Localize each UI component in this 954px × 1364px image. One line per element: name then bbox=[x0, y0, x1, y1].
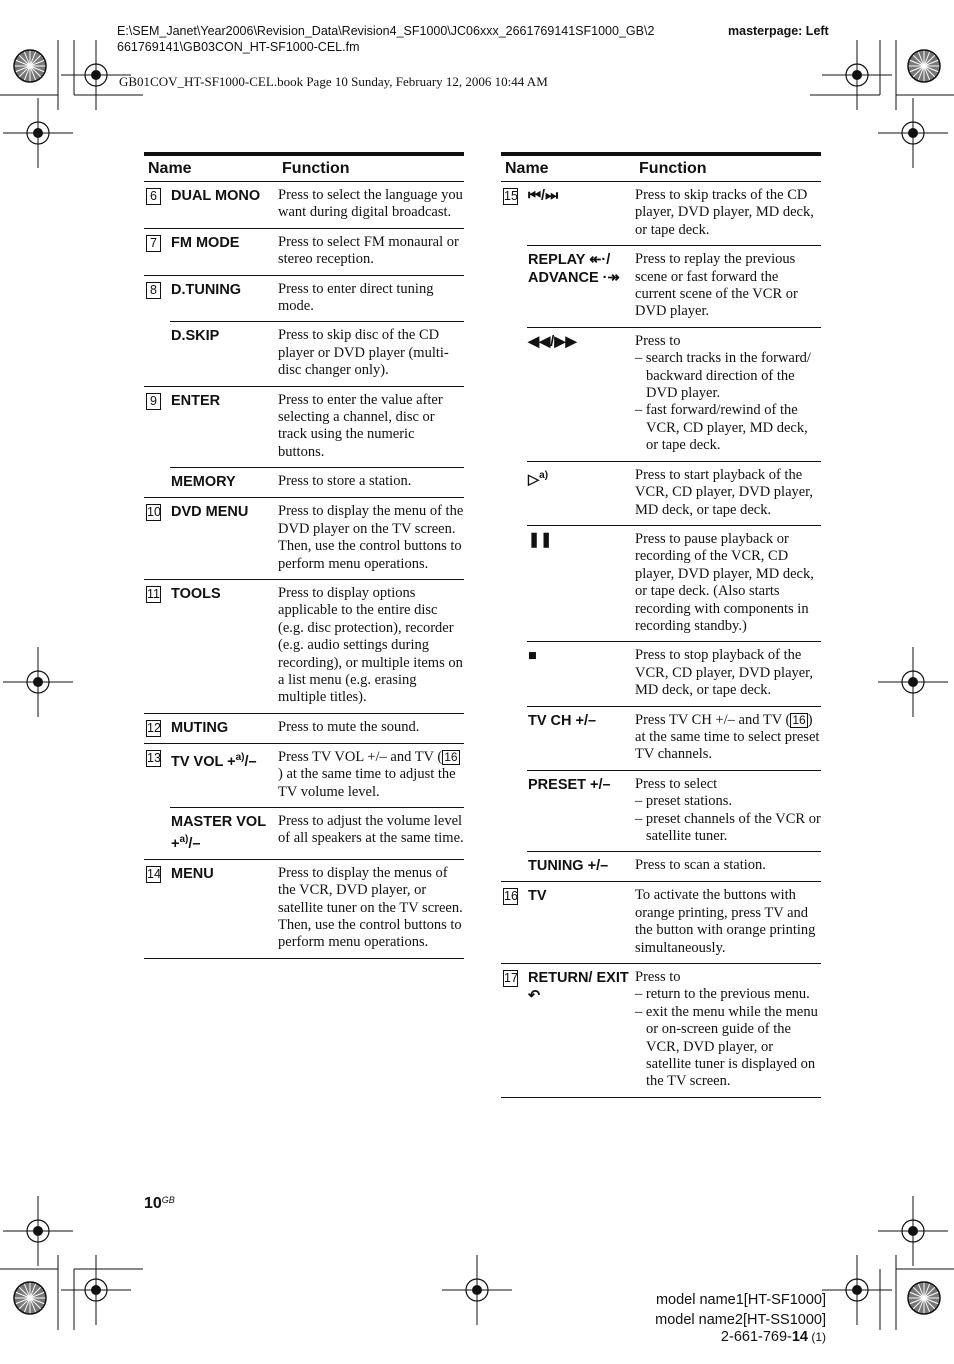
function-text: Press to display the menus of the VCR, DVD player, or satellite tuner on the TV screen. Then, use the control buttons to perform menu operations. bbox=[278, 864, 463, 951]
button-name bbox=[170, 275, 278, 322]
row-number-box: 13 bbox=[147, 750, 161, 765]
button-name bbox=[170, 386, 278, 468]
function-text: Press to select the language you want during digital broadcast. bbox=[278, 187, 463, 221]
footnote-marker: a) bbox=[235, 751, 245, 763]
button-name bbox=[170, 228, 278, 275]
function-description bbox=[278, 579, 464, 713]
button-name-text: ❚❚ bbox=[528, 531, 553, 548]
table-row bbox=[501, 882, 821, 964]
reference-box: 16 bbox=[792, 712, 806, 727]
button-name bbox=[170, 579, 278, 713]
function-text: Press to bbox=[635, 332, 681, 349]
button-name-text: ▷ bbox=[528, 471, 540, 488]
function-text: Press to select FM monaural or stereo reception. bbox=[278, 233, 459, 268]
function-text: Press to skip disc of the CD player or DVD player (multi-disc changer only). bbox=[278, 327, 449, 379]
row-number-cell bbox=[144, 579, 170, 713]
column-header-function: Function bbox=[635, 154, 821, 182]
row-number-box: 11 bbox=[147, 586, 160, 601]
function-text bbox=[278, 749, 464, 801]
function-bullet: – preset stations. bbox=[635, 793, 733, 810]
part-number: 2-661-769-14 (1) bbox=[720, 1329, 826, 1345]
row-number-cell bbox=[144, 182, 170, 229]
button-name-text: TV VOL + bbox=[171, 753, 236, 770]
function-bullet: – exit the menu while the menu or on-screen guide of the VCR, DVD player, or satellite tuner is displayed on the TV screen. bbox=[635, 1003, 818, 1090]
row-number-cell bbox=[144, 807, 170, 859]
reference-box: 16 bbox=[444, 749, 458, 764]
row-number-cell bbox=[501, 525, 527, 641]
column-header-function: Function bbox=[278, 154, 464, 182]
page-number bbox=[144, 1195, 175, 1213]
function-description bbox=[635, 642, 821, 706]
table-row bbox=[144, 807, 464, 859]
button-name-text: DUAL MONO bbox=[171, 188, 261, 204]
table-row bbox=[501, 642, 821, 706]
function-text-part: Press TV VOL +/– and TV ( bbox=[278, 748, 443, 765]
right-function-table bbox=[501, 152, 821, 1098]
button-name-text: MASTER VOL + bbox=[171, 813, 266, 852]
button-name bbox=[170, 713, 278, 743]
function-text: Press to store a station. bbox=[278, 473, 412, 490]
column-header-name: Name bbox=[144, 154, 278, 182]
row-number-cell bbox=[144, 228, 170, 275]
row-number-box: 14 bbox=[147, 866, 161, 881]
function-bullet: – fast forward/rewind of the VCR, CD player, MD deck, or tape deck. bbox=[635, 402, 808, 454]
function-description bbox=[635, 852, 821, 882]
button-name bbox=[170, 498, 278, 580]
row-number-box: 7 bbox=[146, 235, 161, 252]
function-text: Press to display options applicable to the entire disc (e.g. disc protection), recorder (e.g. audio settings during recording), or multiple items on a list menu (e.g. erasing multiple titles). bbox=[278, 584, 463, 706]
row-number-box: 6 bbox=[146, 188, 161, 205]
table-row bbox=[144, 579, 464, 713]
button-name bbox=[527, 852, 635, 882]
function-description bbox=[635, 770, 821, 852]
function-text: Press to display the menu of the DVD player on the TV screen. Then, use the control buttons to perform menu operations. bbox=[278, 503, 464, 572]
button-name-text: TUNING +/– bbox=[528, 858, 609, 875]
button-name bbox=[527, 246, 635, 328]
table-row bbox=[501, 182, 821, 246]
table-row bbox=[144, 386, 464, 468]
row-number-cell bbox=[144, 468, 170, 498]
button-name-text: ⏮/⏭ bbox=[528, 188, 559, 204]
model-name-1: model name1[HT-SF1000] bbox=[655, 1292, 826, 1308]
function-text: Press to skip tracks of the CD player, DVD player, MD deck, or tape deck. bbox=[635, 187, 814, 238]
page-number-value: 10 bbox=[144, 1195, 162, 1212]
function-description bbox=[635, 882, 821, 964]
function-description bbox=[278, 743, 464, 807]
button-name-text: TV bbox=[528, 888, 547, 905]
button-name-text: ■ bbox=[528, 648, 537, 665]
function-text: Press to select bbox=[635, 775, 718, 792]
function-description bbox=[635, 182, 821, 246]
table-row bbox=[144, 743, 464, 807]
button-name-text: REPLAY ↞·/ ADVANCE ·↠ bbox=[528, 252, 620, 287]
button-name-text: DVD MENU bbox=[171, 504, 249, 521]
table-row bbox=[144, 275, 464, 322]
table-row bbox=[501, 964, 821, 1098]
function-description bbox=[635, 327, 821, 461]
row-number-cell bbox=[144, 859, 170, 958]
footnote-marker: a) bbox=[539, 469, 549, 481]
button-name-text: D.SKIP bbox=[171, 328, 220, 345]
button-name bbox=[527, 770, 635, 852]
function-description bbox=[635, 964, 821, 1098]
button-name bbox=[170, 468, 278, 498]
button-name bbox=[170, 743, 278, 807]
row-number-cell bbox=[144, 498, 170, 580]
button-name bbox=[527, 642, 635, 706]
button-name-text: FM MODE bbox=[171, 234, 240, 251]
row-number-box: 12 bbox=[147, 720, 161, 735]
function-text-part: ) at the same time to select preset TV channels. bbox=[635, 711, 820, 763]
function-description bbox=[278, 859, 464, 958]
button-name bbox=[527, 525, 635, 641]
row-number-cell bbox=[501, 706, 527, 770]
table-row bbox=[144, 859, 464, 958]
row-number-cell bbox=[501, 246, 527, 328]
function-description bbox=[635, 525, 821, 641]
table-row bbox=[144, 228, 464, 275]
function-text: Press to stop playback of the VCR, CD player, DVD player, MD deck, or tape deck. bbox=[635, 647, 814, 699]
function-bullet: – search tracks in the forward/ backward direction of the DVD player. bbox=[635, 350, 811, 402]
function-description bbox=[635, 246, 821, 328]
button-name-text: ENTER bbox=[171, 392, 221, 409]
row-number-cell bbox=[144, 275, 170, 322]
function-description bbox=[635, 706, 821, 770]
row-number-cell bbox=[144, 386, 170, 468]
button-name bbox=[170, 859, 278, 958]
file-path-line2: 661769141\GB03CON_HT-SF1000-CEL.fm bbox=[117, 40, 360, 54]
button-name-text: MEMORY bbox=[171, 474, 236, 491]
table-row bbox=[501, 327, 821, 461]
button-name-text: MENU bbox=[171, 865, 214, 882]
button-name bbox=[527, 182, 635, 246]
function-text: Press to adjust the volume level of all speakers at the same time. bbox=[278, 812, 464, 847]
row-number-cell bbox=[144, 322, 170, 386]
table-row bbox=[144, 322, 464, 386]
row-number-cell bbox=[501, 327, 527, 461]
function-bullet: – return to the previous menu. bbox=[635, 986, 810, 1003]
function-text-part: ) at the same time to adjust the TV volume level. bbox=[278, 766, 456, 800]
row-number-box: 9 bbox=[146, 393, 161, 410]
row-number-cell bbox=[501, 770, 527, 852]
function-text: Press to pause playback or recording of the VCR, CD player, DVD player, MD deck, or tape deck. (Also starts recording with components in recording standby.) bbox=[635, 530, 814, 634]
function-description bbox=[278, 182, 464, 229]
row-number-box: 15 bbox=[504, 189, 518, 203]
function-text: To activate the buttons with orange printing, press TV and the button with orange printing simultaneously. bbox=[635, 887, 816, 956]
table-row bbox=[501, 246, 821, 328]
row-number-cell bbox=[501, 642, 527, 706]
row-number-box: 16 bbox=[504, 889, 518, 904]
function-text: Press to enter direct tuning mode. bbox=[278, 280, 434, 315]
function-description bbox=[278, 468, 464, 498]
button-name bbox=[527, 964, 635, 1098]
footnote-marker: a) bbox=[179, 833, 189, 845]
function-description bbox=[635, 461, 821, 525]
book-line: GB01COV_HT-SF1000-CEL.book Page 10 Sunday, February 12, 2006 10:44 AM bbox=[119, 74, 548, 89]
function-description bbox=[278, 713, 464, 743]
row-number-cell bbox=[144, 743, 170, 807]
page-number-suffix: GB bbox=[161, 1195, 175, 1205]
row-number-cell bbox=[501, 964, 527, 1098]
table-row bbox=[501, 461, 821, 525]
button-name bbox=[170, 322, 278, 386]
button-name bbox=[527, 327, 635, 461]
function-text: Press to start playback of the VCR, CD player, DVD player, MD deck, or tape deck. bbox=[635, 466, 814, 518]
button-name-text: ◀◀/▶▶ bbox=[528, 333, 577, 350]
row-number-cell bbox=[501, 461, 527, 525]
row-number-box: 8 bbox=[146, 282, 161, 299]
function-description bbox=[278, 498, 464, 580]
function-description bbox=[278, 228, 464, 275]
table-row bbox=[501, 525, 821, 641]
model-name-2: model name2[HT-SS1000] bbox=[655, 1312, 826, 1328]
button-name-tail: /– bbox=[188, 835, 201, 852]
function-description bbox=[278, 386, 464, 468]
function-text: Press to replay the previous scene or fast forward the current scene of the VCR or DVD player. bbox=[635, 251, 798, 320]
footer-models bbox=[655, 1290, 826, 1344]
button-name bbox=[527, 706, 635, 770]
function-bullet: – preset channels of the VCR or satellite tuner. bbox=[635, 810, 821, 844]
table-row bbox=[144, 713, 464, 743]
function-text: Press to scan a station. bbox=[635, 857, 766, 874]
function-text: Press to enter the value after selecting a channel, disc or track using the numeric buttons. bbox=[278, 391, 443, 460]
button-name-text: D.TUNING bbox=[171, 281, 242, 298]
function-text: Press to bbox=[635, 969, 681, 986]
file-path bbox=[117, 23, 717, 55]
function-description bbox=[278, 322, 464, 386]
button-name bbox=[170, 182, 278, 229]
function-text bbox=[635, 712, 821, 764]
function-text-part: Press TV CH +/– and TV ( bbox=[635, 711, 791, 728]
row-number-cell bbox=[501, 182, 527, 246]
button-name bbox=[170, 807, 278, 859]
button-name-text: RETURN/ EXIT ↶ bbox=[528, 970, 629, 1005]
button-name-tail: /– bbox=[244, 753, 257, 770]
left-function-table bbox=[144, 152, 464, 959]
row-number-cell bbox=[501, 882, 527, 964]
row-number-box: 10 bbox=[147, 505, 161, 520]
button-name bbox=[527, 461, 635, 525]
table-row bbox=[501, 852, 821, 882]
button-name-text: TV CH +/– bbox=[528, 712, 597, 729]
button-name-text: PRESET +/– bbox=[528, 776, 611, 793]
row-number-box: 17 bbox=[504, 971, 518, 986]
row-number-cell bbox=[144, 713, 170, 743]
function-description bbox=[278, 807, 464, 859]
table-row bbox=[144, 468, 464, 498]
function-text: Press to mute the sound. bbox=[278, 718, 420, 735]
function-description bbox=[278, 275, 464, 322]
masterpage-label: masterpage: Left bbox=[728, 24, 829, 38]
column-header-name: Name bbox=[501, 154, 635, 182]
button-name bbox=[527, 882, 635, 964]
table-row bbox=[144, 498, 464, 580]
table-row bbox=[501, 770, 821, 852]
row-number-cell bbox=[501, 852, 527, 882]
file-path-line1: E:\SEM_Janet\Year2006\Revision_Data\Revision4_SF1000\JC06xxx_2661769141SF1000_GB\2 bbox=[117, 24, 655, 38]
button-name-text: TOOLS bbox=[171, 585, 221, 602]
button-name-text: MUTING bbox=[171, 719, 229, 736]
table-row bbox=[501, 706, 821, 770]
table-row bbox=[144, 182, 464, 229]
